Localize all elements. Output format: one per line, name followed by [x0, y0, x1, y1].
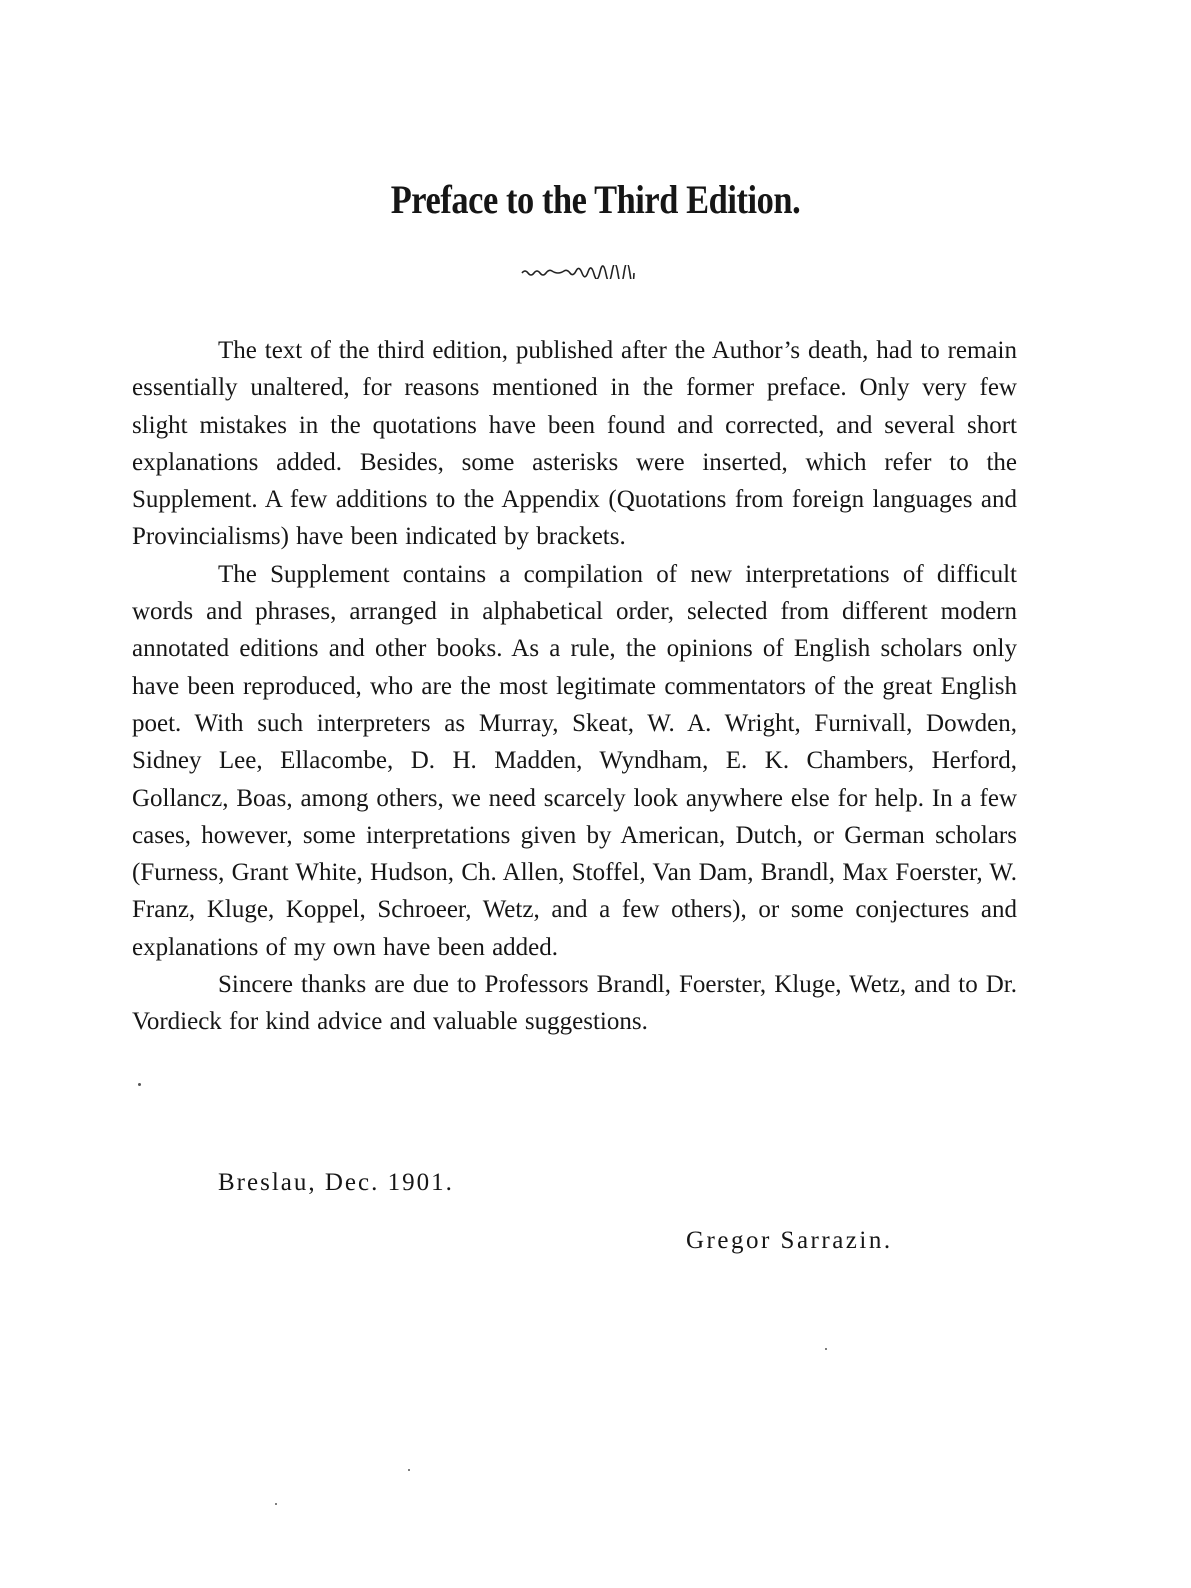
page-title: Preface to the Third Edition.: [390, 177, 801, 222]
author-signature: Gregor Sarrazin.: [686, 1227, 893, 1254]
print-speck: [138, 1083, 141, 1086]
paragraph-1: The text of the third edition, published after the Author’s death, had to remain essentially unaltered, for reasons mentioned in the former preface. Only very few slight mistakes in the quotations have been found and corrected, and several short explanations added. Besides, some asterisks were inserted, which refer to the Supplement. A few additions to the Appendix (Quotations from foreign languages and Provincialisms) have been indicated by brackets.: [132, 337, 1017, 551]
print-speck: [408, 1469, 410, 1471]
paragraph-3: Sincere thanks are due to Professors Brandl, Foerster, Kluge, Wetz, and to Dr. Vordieck for kind advice and valuable suggestions.: [132, 971, 1017, 1036]
paragraph-2: The Supplement contains a compilation of new interpretations of difficult words and phrases, arranged in alphabetical order, selected from different modern annotated editions and other books. As a rule, the opinions of English scholars only have been reproduced, who are the most legitimate commentators of the great English poet. With such interpreters as Murray, Skeat, W. A. Wright, Furnivall, Dowden, Sidney Lee, Ellacombe, D. H. Madden, Wyndham, E. K. Chambers, Herford, Gollancz, Boas, among others, we need scarcely look anywhere else for help. In a few cases, however, some interpretations given by American, Dutch, or German scholars (Furness, Grant White, Hudson, Ch. Allen, Stoffel, Van Dam, Brandl, Max Foerster, W. Franz, Kluge, Koppel, Schroeer, Wetz, and a few others), or some conjectures and explanations of my own have been added.: [132, 560, 1017, 961]
place-and-date: Breslau, Dec. 1901.: [218, 1169, 454, 1196]
print-speck: [275, 1503, 277, 1505]
print-speck: [825, 1348, 827, 1350]
preface-body: [132, 332, 1017, 1041]
wavy-rule-ornament: [520, 265, 636, 279]
